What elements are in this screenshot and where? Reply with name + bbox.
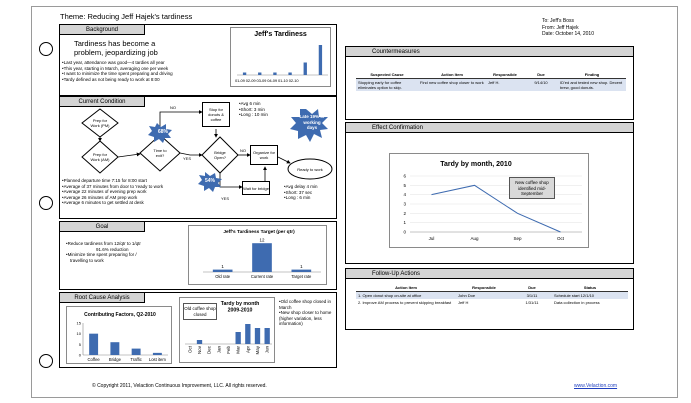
bullet-item: •Average 6 minutes to get settled at desk xyxy=(62,200,144,206)
bar xyxy=(245,324,250,344)
table-cell: 1/31/11 xyxy=(525,300,539,305)
x-tick-label: Old rate xyxy=(215,274,231,279)
chart-title: Jeff's Tardiness Target (per qtr) xyxy=(223,230,295,235)
tardiness-chart-frame xyxy=(230,27,331,87)
prep-am-label: Prep for Work (AM) xyxy=(90,152,110,162)
headline-line-2: problem, jeopardizing job xyxy=(74,48,158,57)
binder-hole-top xyxy=(39,42,53,56)
goal-header: Goal xyxy=(60,222,145,232)
x-tick-label: Jan xyxy=(216,346,222,354)
report-header-info xyxy=(542,18,594,38)
binder-hole-bottom xyxy=(39,354,53,368)
bar-data-label: 1 xyxy=(300,264,303,270)
tardy-2010-chart-frame xyxy=(389,153,589,248)
chart-title: 2009-2010 xyxy=(227,307,253,314)
table-cell: 3/1/11 xyxy=(526,293,538,298)
countermeasures-table xyxy=(356,71,626,91)
table-cell: Find new coffee shop closer to work xyxy=(420,80,484,85)
bar xyxy=(252,243,272,272)
factors-chart xyxy=(67,307,173,365)
prep-pm-label: Prep for Work (PM) xyxy=(90,118,110,128)
bridge-open-label: Bridge Open? xyxy=(213,150,226,160)
bullet-item: •Tardy defined as not being ready to work at 8:00 xyxy=(62,76,160,82)
bullet-item: 91.6% reduction xyxy=(96,246,129,252)
bridge-stats xyxy=(284,184,318,201)
wait-bridge-box: Wait for bridge xyxy=(242,181,270,195)
stat-line: •Avg delay 4 min xyxy=(284,184,318,189)
no-label-top: NO xyxy=(170,105,176,110)
time-to-exit-label: Time to exit? xyxy=(153,148,167,158)
chart-title: Tardy by month, 2010 xyxy=(440,161,512,168)
col-header: Due xyxy=(524,71,558,79)
bar-data-label: 1 xyxy=(221,264,224,270)
tardy-2009-chart-frame xyxy=(179,297,275,363)
root-cause-notes xyxy=(279,299,335,327)
stat-line: •Short: 37 sec xyxy=(284,189,313,195)
x-tick-label: May xyxy=(255,346,260,355)
bar xyxy=(288,73,291,76)
binder-hole-middle xyxy=(39,196,53,210)
table-cell: 2. Improve AM process to prevent skipping breakfast xyxy=(358,300,452,305)
organize-box: Organize for work xyxy=(250,145,278,165)
from-line: From: Jeff Hajek xyxy=(542,24,579,31)
x-tick-label: Current rate xyxy=(250,274,274,279)
bullet-item: •Reduce tardiness from 12/qtr to 1/qtr xyxy=(66,241,141,246)
bullet-item: •I want to minimize the time spent preparing and driving xyxy=(62,71,173,77)
late-burst-label: Late 19% of working days xyxy=(299,114,325,130)
x-tick-label: Traffic xyxy=(130,357,142,362)
table-cell: 9/14/10 xyxy=(534,80,548,85)
tardy-2010-chart xyxy=(390,154,590,249)
bar xyxy=(255,328,260,344)
effect-header: Effect Confirmation xyxy=(346,123,633,133)
bar xyxy=(197,340,202,344)
background-section xyxy=(59,24,337,96)
current-condition-section xyxy=(59,96,337,219)
x-tick-label: Sep xyxy=(513,236,522,241)
coffee-shop-callout: Old coffee shop closed xyxy=(183,303,217,320)
background-header: Background xyxy=(60,25,145,35)
copyright-text: © Copyright 2011, Velaction Continuous Improvement, LLC. All rights reserved. xyxy=(92,383,267,389)
table-cell: 1. Open donut shop on-site at office xyxy=(358,293,422,298)
col-header: Action Item xyxy=(356,284,456,292)
bullet-item: •Average 26 minutes of AM prep work xyxy=(62,194,138,200)
x-tick-label: Aug xyxy=(470,236,479,241)
note-item: •Old coffee shop closed in March xyxy=(279,299,332,310)
x-tick-label: Feb xyxy=(226,346,231,354)
x-tick-label: Nov xyxy=(197,346,202,355)
target-chart xyxy=(189,226,328,286)
bar-data-label: 12 xyxy=(259,237,265,243)
current-condition-bullets xyxy=(62,178,163,206)
y-tick-label: 10 xyxy=(76,331,81,337)
y-tick-label: 4 xyxy=(403,192,406,198)
y-tick-label: 0 xyxy=(403,229,406,235)
bullet-item: •Planned departure time 7:15 for 8:00 start xyxy=(62,178,147,183)
goal-section xyxy=(59,221,337,290)
yes-label-low: YES xyxy=(221,196,230,201)
tardiness-chart-title: Jeff's Tardiness xyxy=(254,31,307,38)
no-label-mid: NO xyxy=(240,148,246,153)
follow-up-section xyxy=(345,268,634,330)
col-header: Action Item xyxy=(418,71,486,79)
stat-line: •Avg 6 min xyxy=(239,101,261,106)
root-cause-header: Root Cause Analysis xyxy=(60,293,145,303)
x-tick-label: Bridge xyxy=(108,357,121,362)
y-tick-label: 5 xyxy=(403,182,406,188)
bar xyxy=(292,270,312,272)
follow-up-table xyxy=(356,284,628,306)
bar xyxy=(153,353,162,355)
col-header: Status xyxy=(552,284,628,292)
bullet-item: •Average of 37 minutes from door to 'ready to work xyxy=(62,183,164,189)
y-tick-label: 1 xyxy=(403,220,406,226)
table-cell: Stopping early for coffee eliminates option to skip. xyxy=(358,80,402,90)
bullet-item: •Last year, attendance was good—4 tardies all year xyxy=(62,60,165,65)
note-item: •New shop closer to home (higher variation, less information) xyxy=(279,310,332,327)
chart-title: Contributing Factors, Q2-2010 xyxy=(84,312,156,318)
bullet-item: •Average 22 minutes of evening prep work xyxy=(62,189,147,195)
x-tick-label: Oct xyxy=(556,236,565,241)
bar xyxy=(273,73,276,76)
x-tick-label: Jun xyxy=(264,346,270,354)
current-condition-header: Current Condition xyxy=(60,97,145,107)
report-theme: Theme: Reducing Jeff Hajek's tardiness xyxy=(60,12,193,21)
ready-to-work-label: Ready to work xyxy=(297,166,323,172)
col-header: Responsible xyxy=(486,71,524,79)
velaction-link[interactable]: www.Velaction.com xyxy=(574,383,618,389)
table-cell: Jeff H. xyxy=(488,80,500,85)
background-headline xyxy=(74,39,158,57)
bar xyxy=(213,270,233,272)
y-tick-label: 15 xyxy=(76,320,81,326)
x-tick-label: Target rate xyxy=(291,274,312,279)
bar xyxy=(265,328,270,344)
bar xyxy=(243,73,246,76)
bar xyxy=(258,73,261,76)
y-tick-label: 5 xyxy=(78,341,81,347)
y-tick-label: 0 xyxy=(78,352,81,358)
stat-line: •Short: 3 min xyxy=(239,106,265,112)
col-header: Finding xyxy=(558,71,626,79)
table-cell: Jeff H xyxy=(458,300,469,305)
col-header: Suspected Cause xyxy=(356,71,418,79)
x-tick-label: Dec xyxy=(206,346,212,355)
y-tick-label: 2 xyxy=(403,210,406,216)
follow-up-header: Follow-Up Actions xyxy=(346,269,633,279)
burst-54-label: 54% xyxy=(204,178,215,184)
stat-line: •Long : 6 min xyxy=(284,195,311,201)
target-chart-frame xyxy=(188,225,327,285)
table-row xyxy=(356,79,626,92)
bar xyxy=(236,332,241,344)
bullet-item: •This year, starting in March, averaging one per week xyxy=(62,65,169,71)
x-tick-label: Mar xyxy=(235,346,241,354)
table-cell: John Doe xyxy=(458,293,476,298)
bullet-item: travelling to work xyxy=(70,257,104,263)
x-tick-label: Apr xyxy=(245,346,251,354)
background-bullets xyxy=(62,60,173,82)
burst-68-label: 68% xyxy=(157,129,168,135)
date-line: Date: October 14, 2010 xyxy=(542,31,594,37)
col-header: Responsible xyxy=(456,284,512,292)
chart-title: Tardy by month xyxy=(220,301,260,307)
stat-line: •Long : 10 min xyxy=(239,112,268,118)
table-row xyxy=(356,292,628,300)
x-tick-label: Jul xyxy=(428,236,435,241)
table-cell: Schedule start 12/1/10 xyxy=(554,293,595,298)
stop-stats xyxy=(239,101,268,118)
goal-bullets xyxy=(66,241,141,263)
headline-line-1: Tardiness has become a xyxy=(74,39,156,48)
bar xyxy=(319,45,322,75)
factors-chart-frame xyxy=(66,306,172,364)
bar xyxy=(89,334,98,355)
col-header: Due xyxy=(512,284,552,292)
table-row xyxy=(356,299,628,306)
bullet-item: •Minimize time spent preparing for / xyxy=(66,252,137,258)
new-coffee-shop-callout: New coffee shop identified mid-September xyxy=(509,177,555,199)
yes-label-mid: YES xyxy=(183,156,192,161)
y-tick-label: 6 xyxy=(403,173,406,179)
x-tick-label: Lost item xyxy=(148,357,166,362)
x-tick-label: Oct xyxy=(187,346,193,354)
countermeasures-section xyxy=(345,46,634,120)
stop-donuts-box: Stop for donuts & coffee xyxy=(202,102,230,127)
table-cell: Data collection in process xyxy=(554,300,600,305)
countermeasures-header: Countermeasures xyxy=(346,47,633,57)
bar xyxy=(132,349,141,355)
to-line: To: Jeff's Boss xyxy=(542,18,574,24)
tardiness-x-labels: 01-09 02-09 03-09 04-09 01-10 02-10 xyxy=(235,78,299,83)
root-cause-section xyxy=(59,292,337,368)
x-tick-label: Coffee xyxy=(87,357,100,362)
effect-confirmation-section xyxy=(345,122,634,264)
table-cell: ID'ed and tested new shop. Decent brew, good donuts. xyxy=(560,80,623,90)
y-tick-label: 3 xyxy=(403,201,406,207)
bar xyxy=(304,63,307,76)
bar xyxy=(110,342,119,355)
